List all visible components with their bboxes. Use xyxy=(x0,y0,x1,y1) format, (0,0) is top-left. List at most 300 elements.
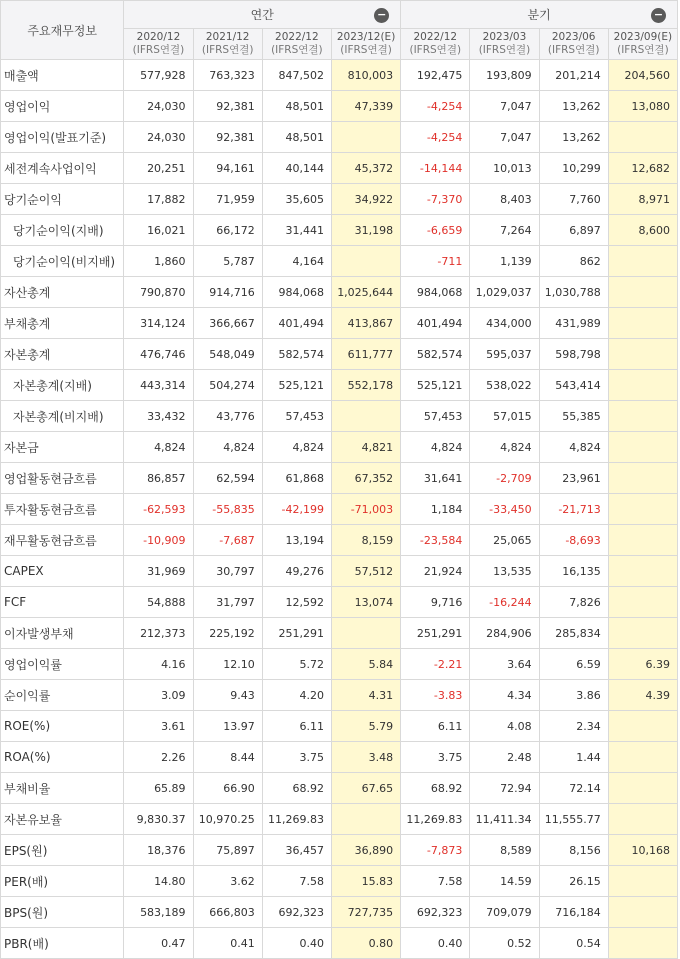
table-label-header: 주요재무정보 xyxy=(1,1,124,60)
value-cell: 727,735 xyxy=(331,897,400,928)
value-cell: 7,047 xyxy=(470,91,539,122)
value-cell: -42,199 xyxy=(262,494,331,525)
row-label: 순이익률 xyxy=(1,680,124,711)
table-row xyxy=(1,618,678,649)
value-cell: 4,824 xyxy=(539,432,608,463)
value-cell: 47,339 xyxy=(331,91,400,122)
value-cell: 10,168 xyxy=(608,835,677,866)
value-cell: 31,198 xyxy=(331,215,400,246)
value-cell: 4.08 xyxy=(470,711,539,742)
value-cell: 862 xyxy=(539,246,608,277)
value-cell: 11,269.83 xyxy=(262,804,331,835)
value-cell: 193,809 xyxy=(470,60,539,91)
value-cell: 8.44 xyxy=(193,742,262,773)
value-cell: 16,135 xyxy=(539,556,608,587)
row-label: ROE(%) xyxy=(1,711,124,742)
row-label: 부채비율 xyxy=(1,773,124,804)
value-cell: 1,860 xyxy=(124,246,193,277)
table-row xyxy=(1,525,678,556)
value-cell: 1.44 xyxy=(539,742,608,773)
value-cell: 11,555.77 xyxy=(539,804,608,835)
value-cell: 12,592 xyxy=(262,587,331,618)
value-cell: 13,074 xyxy=(331,587,400,618)
value-cell: 401,494 xyxy=(262,308,331,339)
quarterly-group-header xyxy=(401,1,678,29)
value-cell: 0.54 xyxy=(539,928,608,959)
annual-group-header xyxy=(124,1,401,29)
value-cell: -4,254 xyxy=(401,122,470,153)
value-cell: 8,971 xyxy=(608,184,677,215)
row-label: 당기순이익 xyxy=(1,184,124,215)
value-cell: 504,274 xyxy=(193,370,262,401)
value-cell: 10,970.25 xyxy=(193,804,262,835)
value-cell: 7.58 xyxy=(401,866,470,897)
value-cell: -14,144 xyxy=(401,153,470,184)
value-cell: 34,922 xyxy=(331,184,400,215)
value-cell: 6.11 xyxy=(262,711,331,742)
value-cell xyxy=(331,618,400,649)
table-row xyxy=(1,122,678,153)
value-cell: 13,080 xyxy=(608,91,677,122)
value-cell: -23,584 xyxy=(401,525,470,556)
value-cell: 204,560 xyxy=(608,60,677,91)
value-cell: 7,760 xyxy=(539,184,608,215)
value-cell xyxy=(608,370,677,401)
table-row xyxy=(1,91,678,122)
value-cell: 251,291 xyxy=(262,618,331,649)
value-cell xyxy=(608,401,677,432)
table-row xyxy=(1,587,678,618)
value-cell: 314,124 xyxy=(124,308,193,339)
value-cell: 25,065 xyxy=(470,525,539,556)
value-cell: 10,299 xyxy=(539,153,608,184)
value-cell: 366,667 xyxy=(193,308,262,339)
value-cell: 4,164 xyxy=(262,246,331,277)
row-label: 영업이익률 xyxy=(1,649,124,680)
value-cell: 0.41 xyxy=(193,928,262,959)
table-row xyxy=(1,711,678,742)
value-cell: 6.11 xyxy=(401,711,470,742)
value-cell: 2.48 xyxy=(470,742,539,773)
value-cell: 9.43 xyxy=(193,680,262,711)
value-cell: 611,777 xyxy=(331,339,400,370)
value-cell: 57,453 xyxy=(262,401,331,432)
value-cell: 431,989 xyxy=(539,308,608,339)
value-cell xyxy=(331,122,400,153)
table-row xyxy=(1,556,678,587)
value-cell: 0.52 xyxy=(470,928,539,959)
table-row xyxy=(1,742,678,773)
value-cell: 92,381 xyxy=(193,122,262,153)
value-cell: 92,381 xyxy=(193,91,262,122)
row-label: PBR(배) xyxy=(1,928,124,959)
value-cell: 3.48 xyxy=(331,742,400,773)
value-cell: 4.20 xyxy=(262,680,331,711)
table-row xyxy=(1,246,678,277)
table-row xyxy=(1,184,678,215)
value-cell: 984,068 xyxy=(262,277,331,308)
value-cell: 13,535 xyxy=(470,556,539,587)
value-cell xyxy=(608,928,677,959)
value-cell: 709,079 xyxy=(470,897,539,928)
row-label: CAPEX xyxy=(1,556,124,587)
value-cell: 7.58 xyxy=(262,866,331,897)
value-cell: 26.15 xyxy=(539,866,608,897)
value-cell: 598,798 xyxy=(539,339,608,370)
value-cell: 30,797 xyxy=(193,556,262,587)
value-cell: 5.84 xyxy=(331,649,400,680)
period-header xyxy=(124,29,193,60)
row-label: 영업이익 xyxy=(1,91,124,122)
value-cell: -10,909 xyxy=(124,525,193,556)
value-cell: 3.75 xyxy=(262,742,331,773)
period-label: 2023/03 xyxy=(482,31,527,43)
value-cell: 4,824 xyxy=(262,432,331,463)
value-cell: 13,262 xyxy=(539,122,608,153)
value-cell: 7,047 xyxy=(470,122,539,153)
value-cell: 6.59 xyxy=(539,649,608,680)
value-cell: 11,269.83 xyxy=(401,804,470,835)
value-cell: 8,159 xyxy=(331,525,400,556)
value-cell: 65.89 xyxy=(124,773,193,804)
value-cell: 8,589 xyxy=(470,835,539,866)
value-cell: 31,441 xyxy=(262,215,331,246)
value-cell: 54,888 xyxy=(124,587,193,618)
value-cell: 582,574 xyxy=(262,339,331,370)
value-cell: 2.26 xyxy=(124,742,193,773)
row-label: 당기순이익(비지배) xyxy=(1,246,124,277)
value-cell: 434,000 xyxy=(470,308,539,339)
row-label: 자본유보율 xyxy=(1,804,124,835)
value-cell xyxy=(608,122,677,153)
value-cell: 2.34 xyxy=(539,711,608,742)
value-cell xyxy=(608,494,677,525)
value-cell xyxy=(608,866,677,897)
value-cell: 1,184 xyxy=(401,494,470,525)
value-cell: -8,693 xyxy=(539,525,608,556)
value-cell: 12,682 xyxy=(608,153,677,184)
value-cell: 5.79 xyxy=(331,711,400,742)
value-cell: 543,414 xyxy=(539,370,608,401)
value-cell: 577,928 xyxy=(124,60,193,91)
value-cell xyxy=(608,277,677,308)
period-basis: (IFRS연결) xyxy=(340,44,392,56)
value-cell: 10,013 xyxy=(470,153,539,184)
value-cell: 16,021 xyxy=(124,215,193,246)
value-cell: 61,868 xyxy=(262,463,331,494)
value-cell xyxy=(331,804,400,835)
value-cell: 6.39 xyxy=(608,649,677,680)
period-label: 2023/12(E) xyxy=(336,31,396,43)
value-cell: 57,453 xyxy=(401,401,470,432)
value-cell: 413,867 xyxy=(331,308,400,339)
value-cell: 1,029,037 xyxy=(470,277,539,308)
value-cell: 0.40 xyxy=(401,928,470,959)
table-row xyxy=(1,401,678,432)
value-cell: 716,184 xyxy=(539,897,608,928)
row-label: 이자발생부채 xyxy=(1,618,124,649)
period-header xyxy=(193,29,262,60)
row-label: 재무활동현금흐름 xyxy=(1,525,124,556)
row-label: 영업이익(발표기준) xyxy=(1,122,124,153)
value-cell: 31,797 xyxy=(193,587,262,618)
value-cell: 595,037 xyxy=(470,339,539,370)
table-row xyxy=(1,370,678,401)
period-label: 2023/09(E) xyxy=(613,31,673,43)
value-cell: -2.21 xyxy=(401,649,470,680)
value-cell: 94,161 xyxy=(193,153,262,184)
value-cell: 914,716 xyxy=(193,277,262,308)
value-cell: 62,594 xyxy=(193,463,262,494)
value-cell: 31,969 xyxy=(124,556,193,587)
table-row xyxy=(1,835,678,866)
table-row xyxy=(1,215,678,246)
table-row xyxy=(1,308,678,339)
row-label: EPS(원) xyxy=(1,835,124,866)
table-row xyxy=(1,804,678,835)
value-cell: 201,214 xyxy=(539,60,608,91)
period-header xyxy=(262,29,331,60)
value-cell: 49,276 xyxy=(262,556,331,587)
value-cell: 35,605 xyxy=(262,184,331,215)
row-label: 자본총계(비지배) xyxy=(1,401,124,432)
period-basis: (IFRS연결) xyxy=(271,44,323,56)
row-label: BPS(원) xyxy=(1,897,124,928)
value-cell: 48,501 xyxy=(262,91,331,122)
value-cell xyxy=(608,587,677,618)
table-row xyxy=(1,463,678,494)
value-cell xyxy=(608,463,677,494)
value-cell xyxy=(608,339,677,370)
value-cell xyxy=(608,308,677,339)
period-basis: (IFRS연결) xyxy=(409,44,462,56)
table-row xyxy=(1,494,678,525)
period-header xyxy=(331,29,400,60)
value-cell: 8,156 xyxy=(539,835,608,866)
value-cell: 1,139 xyxy=(470,246,539,277)
period-basis: (IFRS연결) xyxy=(547,44,600,56)
value-cell: 14.80 xyxy=(124,866,193,897)
value-cell: 55,385 xyxy=(539,401,608,432)
value-cell: 15.83 xyxy=(331,866,400,897)
value-cell: 36,457 xyxy=(262,835,331,866)
value-cell: -55,835 xyxy=(193,494,262,525)
value-cell: 1,030,788 xyxy=(539,277,608,308)
table-row xyxy=(1,649,678,680)
period-header xyxy=(401,29,470,60)
value-cell: -7,873 xyxy=(401,835,470,866)
value-cell: 75,897 xyxy=(193,835,262,866)
value-cell: 33,432 xyxy=(124,401,193,432)
row-label: ROA(%) xyxy=(1,742,124,773)
row-label: PER(배) xyxy=(1,866,124,897)
value-cell: 548,049 xyxy=(193,339,262,370)
value-cell: 66.90 xyxy=(193,773,262,804)
value-cell: 3.09 xyxy=(124,680,193,711)
value-cell: 13,194 xyxy=(262,525,331,556)
row-label: 매출액 xyxy=(1,60,124,91)
value-cell: 13.97 xyxy=(193,711,262,742)
quarterly-group-label: 분기 xyxy=(527,8,551,22)
value-cell: 443,314 xyxy=(124,370,193,401)
row-label: 자본총계 xyxy=(1,339,124,370)
value-cell: 66,172 xyxy=(193,215,262,246)
value-cell: 4.16 xyxy=(124,649,193,680)
value-cell: -711 xyxy=(401,246,470,277)
row-label: 영업활동현금흐름 xyxy=(1,463,124,494)
value-cell: 3.75 xyxy=(401,742,470,773)
value-cell: 212,373 xyxy=(124,618,193,649)
value-cell xyxy=(608,525,677,556)
value-cell: 7,826 xyxy=(539,587,608,618)
period-label: 2022/12 xyxy=(413,31,458,43)
period-label: 2021/12 xyxy=(205,31,250,43)
value-cell: 12.10 xyxy=(193,649,262,680)
table-row xyxy=(1,928,678,959)
annual-collapse-icon[interactable]: − xyxy=(374,8,389,23)
value-cell: 23,961 xyxy=(539,463,608,494)
value-cell: 3.64 xyxy=(470,649,539,680)
value-cell: 72.94 xyxy=(470,773,539,804)
value-cell: 72.14 xyxy=(539,773,608,804)
annual-group-label: 연간 xyxy=(250,8,274,22)
row-label: 자본총계(지배) xyxy=(1,370,124,401)
value-cell: -7,370 xyxy=(401,184,470,215)
period-basis: (IFRS연결) xyxy=(201,44,254,56)
value-cell: 31,641 xyxy=(401,463,470,494)
value-cell: -6,659 xyxy=(401,215,470,246)
value-cell: 285,834 xyxy=(539,618,608,649)
value-cell: 7,264 xyxy=(470,215,539,246)
value-cell: 192,475 xyxy=(401,60,470,91)
value-cell: -7,687 xyxy=(193,525,262,556)
value-cell: 20,251 xyxy=(124,153,193,184)
value-cell: 525,121 xyxy=(401,370,470,401)
value-cell: 4.34 xyxy=(470,680,539,711)
table-row xyxy=(1,680,678,711)
value-cell: 68.92 xyxy=(401,773,470,804)
period-basis: (IFRS연결) xyxy=(478,44,531,56)
value-cell: 17,882 xyxy=(124,184,193,215)
value-cell: 48,501 xyxy=(262,122,331,153)
value-cell: 476,746 xyxy=(124,339,193,370)
table-row xyxy=(1,60,678,91)
value-cell: 692,323 xyxy=(262,897,331,928)
value-cell xyxy=(608,773,677,804)
table-row xyxy=(1,153,678,184)
value-cell xyxy=(608,246,677,277)
value-cell: -16,244 xyxy=(470,587,539,618)
value-cell: 86,857 xyxy=(124,463,193,494)
value-cell: 40,144 xyxy=(262,153,331,184)
table-row xyxy=(1,897,678,928)
value-cell: 3.62 xyxy=(193,866,262,897)
value-cell: 43,776 xyxy=(193,401,262,432)
row-label: 자본금 xyxy=(1,432,124,463)
value-cell: 582,574 xyxy=(401,339,470,370)
value-cell: 984,068 xyxy=(401,277,470,308)
value-cell: 9,830.37 xyxy=(124,804,193,835)
value-cell xyxy=(608,618,677,649)
value-cell: 3.61 xyxy=(124,711,193,742)
value-cell: 1,025,644 xyxy=(331,277,400,308)
value-cell: 525,121 xyxy=(262,370,331,401)
value-cell: -2,709 xyxy=(470,463,539,494)
value-cell: 8,403 xyxy=(470,184,539,215)
value-cell: 4,824 xyxy=(401,432,470,463)
value-cell: 45,372 xyxy=(331,153,400,184)
value-cell: 666,803 xyxy=(193,897,262,928)
period-basis: (IFRS연결) xyxy=(132,44,185,56)
value-cell xyxy=(608,742,677,773)
row-label: 부채총계 xyxy=(1,308,124,339)
period-header xyxy=(608,29,677,60)
value-cell: 67,352 xyxy=(331,463,400,494)
value-cell: 4,824 xyxy=(193,432,262,463)
value-cell: 790,870 xyxy=(124,277,193,308)
value-cell: -33,450 xyxy=(470,494,539,525)
period-header xyxy=(539,29,608,60)
value-cell: -62,593 xyxy=(124,494,193,525)
value-cell: 24,030 xyxy=(124,122,193,153)
value-cell: 5,787 xyxy=(193,246,262,277)
value-cell xyxy=(608,556,677,587)
value-cell: 251,291 xyxy=(401,618,470,649)
value-cell: 21,924 xyxy=(401,556,470,587)
value-cell: 9,716 xyxy=(401,587,470,618)
value-cell xyxy=(608,804,677,835)
value-cell: 538,022 xyxy=(470,370,539,401)
value-cell: 225,192 xyxy=(193,618,262,649)
period-label: 2023/06 xyxy=(551,31,596,43)
period-label: 2022/12 xyxy=(275,31,319,43)
value-cell xyxy=(608,432,677,463)
value-cell xyxy=(608,711,677,742)
period-label: 2020/12 xyxy=(136,31,181,43)
value-cell: 0.80 xyxy=(331,928,400,959)
value-cell: 4.31 xyxy=(331,680,400,711)
value-cell: 4,824 xyxy=(124,432,193,463)
value-cell: -21,713 xyxy=(539,494,608,525)
quarterly-collapse-icon[interactable]: − xyxy=(651,8,666,23)
value-cell: 67.65 xyxy=(331,773,400,804)
value-cell: 8,600 xyxy=(608,215,677,246)
value-cell xyxy=(331,246,400,277)
value-cell: 36,890 xyxy=(331,835,400,866)
value-cell xyxy=(331,401,400,432)
value-cell: -4,254 xyxy=(401,91,470,122)
value-cell: -3.83 xyxy=(401,680,470,711)
value-cell: 763,323 xyxy=(193,60,262,91)
table-row xyxy=(1,866,678,897)
value-cell: 401,494 xyxy=(401,308,470,339)
row-label: 자산총계 xyxy=(1,277,124,308)
row-label: 투자활동현금흐름 xyxy=(1,494,124,525)
row-label: FCF xyxy=(1,587,124,618)
value-cell: 68.92 xyxy=(262,773,331,804)
period-header xyxy=(470,29,539,60)
value-cell: 3.86 xyxy=(539,680,608,711)
table-row xyxy=(1,277,678,308)
value-cell: 57,512 xyxy=(331,556,400,587)
value-cell: 692,323 xyxy=(401,897,470,928)
value-cell: 24,030 xyxy=(124,91,193,122)
value-cell: 4.39 xyxy=(608,680,677,711)
value-cell: 847,502 xyxy=(262,60,331,91)
value-cell: 810,003 xyxy=(331,60,400,91)
value-cell xyxy=(608,897,677,928)
value-cell: 11,411.34 xyxy=(470,804,539,835)
